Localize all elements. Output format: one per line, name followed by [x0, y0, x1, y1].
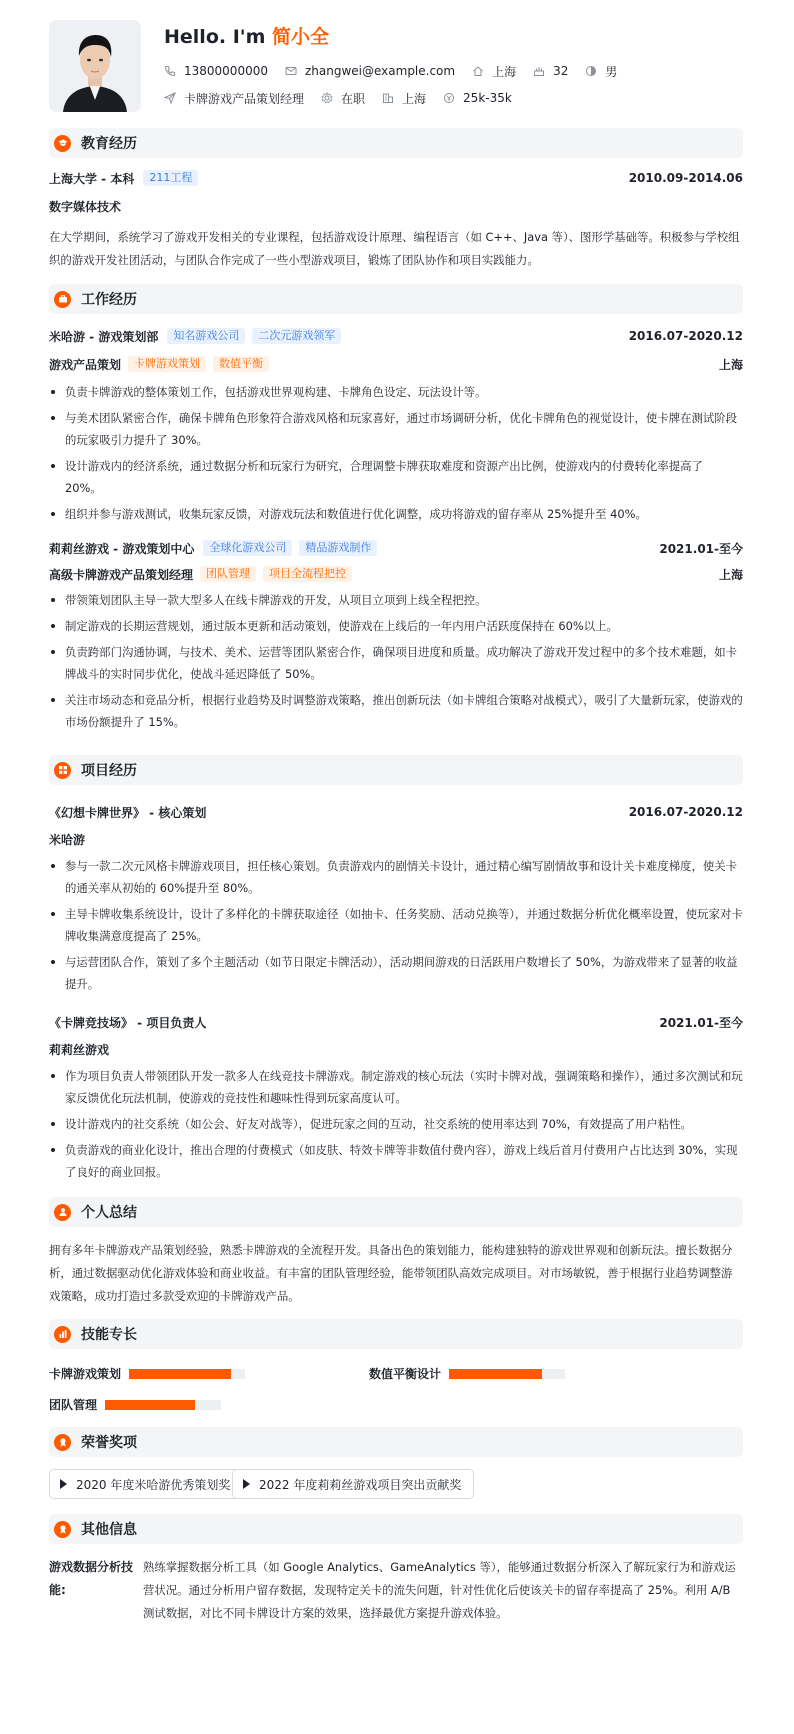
money-icon — [443, 92, 455, 104]
section-summary — [49, 1197, 743, 1227]
skill-name: 卡牌游戏策划 — [49, 1367, 122, 1381]
education-block — [49, 158, 743, 272]
chart-icon — [54, 1326, 71, 1343]
section-honors — [49, 1427, 743, 1457]
company-tag: 二次元游戏领军 — [252, 328, 341, 344]
mail-icon — [285, 65, 297, 77]
contact-row — [164, 62, 634, 80]
gear-icon — [321, 92, 333, 104]
list-item: 作为项目负责人带领团队开发一款多人在线竞技卡牌游戏。制定游戏的核心玩法（实时卡牌对战，强调策略和操作），通过多次测试和玩家反馈优化玩法机制，使游戏的竞技性和趣味性得到玩家高度认可。 — [49, 1065, 743, 1109]
gender-text: 男 — [605, 64, 618, 79]
skill-item — [49, 1396, 221, 1413]
skill-bar — [105, 1400, 221, 1410]
other-text: 熟练掌握数据分析工具（如 Google Analytics、GameAnalytics 等），能够通过数据分析深入了解玩家行为和游戏运营状况。通过分析用户留存数据，发现特定关卡的流失问题，针对性优化后使该关卡的留存率提高了 25%。利用 A/B 测试数据，对比不同卡牌设计方案的效果，选择最优方案提升游戏体验。 — [143, 1560, 736, 1620]
list-item: 设计游戏内的社交系统（如公会、好友对战等），促进玩家之间的互动，社交系统的使用率达到 70%，有效提高了用户粘性。 — [49, 1113, 743, 1135]
award-icon — [54, 1434, 71, 1451]
section-title: 技能专长 — [81, 1327, 137, 1343]
work-city: 上海 — [718, 567, 743, 582]
school-name: 上海大学 - 本科 — [49, 171, 135, 186]
job-intention-row — [164, 89, 529, 107]
education-period: 2010.09-2014.06 — [628, 171, 743, 185]
skill-bar-fill — [129, 1369, 231, 1379]
project-company: 莉莉丝游戏 — [49, 1043, 110, 1057]
company-tag: 知名游戏公司 — [167, 328, 245, 344]
project-item — [49, 801, 743, 995]
honor-text: 2022 年度莉莉丝游戏项目突出贡献奖 — [259, 1477, 462, 1492]
candidate-name: 简小全 — [272, 26, 330, 48]
project-name: 《卡牌竞技场》 - 项目负责人 — [49, 1015, 207, 1030]
section-title: 荣誉奖项 — [81, 1435, 137, 1451]
project-bullets — [49, 855, 743, 995]
project-bullets — [49, 1065, 743, 1183]
play-icon — [60, 1479, 67, 1489]
target-job-text: 卡牌游戏产品策划经理 — [184, 91, 305, 106]
honor-chip — [49, 1469, 243, 1499]
list-item: 与运营团队合作，策划了多个主题活动（如节日限定卡牌活动），活动期间游戏的日活跃用户数增长了 50%，为游戏带来了显著的收益提升。 — [49, 951, 743, 995]
education-header — [49, 167, 743, 189]
play-icon — [243, 1479, 250, 1489]
target-city-item — [382, 90, 426, 107]
skill-bar-fill — [105, 1400, 195, 1410]
company-name: 莉莉丝游戏 - 游戏策划中心 — [49, 541, 195, 556]
major: 数字媒体技术 — [49, 200, 122, 214]
grid-icon — [54, 762, 71, 779]
role-row — [49, 559, 743, 589]
project-header — [49, 1011, 743, 1033]
section-other — [49, 1514, 743, 1544]
role-tag: 项目全流程把控 — [263, 566, 352, 582]
summary-text: 拥有多年卡牌游戏产品策划经验，熟悉卡牌游戏的全流程开发。具备出色的策划能力，能构建独特的游戏世界观和创新玩法。擅长数据分析，通过数据驱动优化游戏体验和商业收益。有丰富的团队管理经验，能带领团队高效完成项目。对市场敏锐，善于根据行业趋势调整游戏策略，成功打造过多款受欢迎的卡牌游戏产品。 — [49, 1243, 733, 1303]
phone-icon — [164, 65, 176, 77]
project-period: 2016.07-2020.12 — [628, 805, 743, 819]
role-tag: 团队管理 — [200, 566, 256, 582]
section-work — [49, 284, 743, 314]
name-line — [164, 22, 329, 49]
skill-name: 数值平衡设计 — [369, 1367, 442, 1381]
honor-text: 2020 年度米哈游优秀策划奖 — [76, 1477, 231, 1492]
company-tag: 全球化游戏公司 — [203, 540, 292, 556]
avatar — [49, 20, 141, 112]
graduation-cap-icon — [54, 135, 71, 152]
work-item — [49, 537, 743, 733]
email-text: zhangwei@example.com — [304, 64, 456, 78]
resume-header — [49, 0, 743, 128]
section-title: 教育经历 — [81, 136, 137, 152]
city-text: 上海 — [492, 64, 517, 79]
skill-bar — [129, 1369, 245, 1379]
age-text: 32 — [553, 64, 569, 78]
company-tag: 精品游戏制作 — [299, 540, 377, 556]
section-title: 项目经历 — [81, 763, 137, 779]
briefcase-icon — [54, 291, 71, 308]
work-list — [49, 314, 743, 733]
user-icon — [54, 1204, 71, 1221]
age-item — [533, 64, 568, 78]
section-skills — [49, 1319, 743, 1349]
status-text: 在职 — [341, 91, 366, 106]
list-item: 负责卡牌游戏的整体策划工作，包括游戏世界观构建、卡牌角色设定、玩法设计等。 — [49, 381, 743, 403]
other-label: 游戏数据分析技能: — [49, 1560, 134, 1597]
list-item: 负责游戏的商业化设计，推出合理的付费模式（如皮肤、特效卡牌等非数值付费内容），游戏上线后首月付费用户占比达到 30%，实现了良好的商业回报。 — [49, 1139, 743, 1183]
project-period: 2021.01-至今 — [659, 1015, 743, 1030]
list-item: 负责跨部门沟通协调，与技术、美术、运营等团队紧密合作，确保项目进度和质量。成功解决了游戏开发过程中的多个技术难题，如卡牌战斗的实时同步优化，使战斗延迟降低了 50%。 — [49, 641, 743, 685]
work-bullets — [49, 381, 743, 525]
school-tag: 211工程 — [143, 170, 198, 186]
honors-block — [49, 1457, 743, 1514]
send-icon — [164, 92, 176, 104]
gender-icon — [585, 65, 597, 77]
section-title: 工作经历 — [81, 292, 137, 308]
honor-chip — [232, 1469, 474, 1499]
work-item — [49, 325, 743, 525]
skills-block — [49, 1349, 743, 1427]
email-item — [285, 64, 455, 78]
phone-text: 13800000000 — [184, 64, 268, 78]
list-item: 主导卡牌收集系统设计，设计了多样化的卡牌获取途径（如抽卡、任务奖励、活动兑换等），并通过数据分析优化概率设置，使玩家对卡牌收集满意度提高了 25%。 — [49, 903, 743, 947]
cake-icon — [533, 65, 545, 77]
role-row — [49, 347, 743, 381]
project-list — [49, 785, 743, 1183]
award-icon — [54, 1521, 71, 1538]
project-header — [49, 801, 743, 823]
education-description: 在大学期间，系统学习了游戏开发相关的专业课程，包括游戏设计原理、编程语言（如 C++、Java 等）、图形学基础等。积极参与学校组织的游戏开发社团活动，与团队合作完成了一些小型游戏项目，锻炼了团队协作和项目实践能力。 — [49, 230, 740, 267]
role-tag: 数值平衡 — [213, 356, 269, 372]
work-header — [49, 537, 743, 559]
building-icon — [382, 92, 394, 104]
home-icon — [472, 65, 484, 77]
list-item: 制定游戏的长期运营规划，通过版本更新和活动策划，使游戏在上线后的一年内用户活跃度保持在 60%以上。 — [49, 615, 743, 637]
city-item — [472, 63, 516, 80]
greeting: Hello. I'm — [164, 26, 272, 48]
skill-bar-fill — [449, 1369, 542, 1379]
section-title: 其他信息 — [81, 1522, 137, 1538]
project-company: 米哈游 — [49, 833, 86, 847]
skill-item — [369, 1365, 565, 1382]
list-item: 设计游戏内的经济系统，通过数据分析和玩家行为研究，合理调整卡牌获取难度和资源产出比例，使游戏内的付费转化率提高了 20%。 — [49, 455, 743, 499]
work-city: 上海 — [718, 357, 743, 372]
skill-name: 团队管理 — [49, 1398, 98, 1412]
section-projects — [49, 755, 743, 785]
skill-item — [49, 1365, 245, 1382]
project-item — [49, 1011, 743, 1183]
list-item: 带领策划团队主导一款大型多人在线卡牌游戏的开发，从项目立项到上线全程把控。 — [49, 589, 743, 611]
section-education — [49, 128, 743, 158]
role-title: 高级卡牌游戏产品策划经理 — [49, 567, 194, 582]
target-city-text: 上海 — [402, 91, 427, 106]
other-block — [49, 1544, 743, 1625]
status-item — [321, 90, 365, 107]
work-bullets — [49, 589, 743, 733]
list-item: 关注市场动态和竞品分析，根据行业趋势及时调整游戏策略，推出创新玩法（如卡牌组合策略对战模式），吸引了大量新玩家，使游戏的市场份额提升了 15%。 — [49, 689, 743, 733]
phone-item — [164, 64, 268, 78]
company-name: 米哈游 - 游戏策划部 — [49, 329, 159, 344]
role-tag: 卡牌游戏策划 — [128, 356, 206, 372]
work-header — [49, 325, 743, 347]
salary-text: 25k-35k — [463, 91, 512, 105]
gender-item — [585, 63, 617, 80]
list-item: 组织并参与游戏测试，收集玩家反馈，对游戏玩法和数值进行优化调整，成功将游戏的留存率从 25%提升至 40%。 — [49, 503, 743, 525]
project-name: 《幻想卡牌世界》 - 核心策划 — [49, 805, 207, 820]
work-period: 2016.07-2020.12 — [628, 329, 743, 343]
list-item: 与美术团队紧密合作，确保卡牌角色形象符合游戏风格和玩家喜好，通过市场调研分析，优化卡牌角色的视觉设计，使卡牌在测试阶段的玩家吸引力提升了 30%。 — [49, 407, 743, 451]
list-item: 参与一款二次元风格卡牌游戏项目，担任核心策划。负责游戏内的剧情关卡设计，通过精心编写剧情故事和设计关卡难度梯度，使关卡的通关率从初始的 60%提升至 80%。 — [49, 855, 743, 899]
work-period: 2021.01-至今 — [659, 541, 743, 556]
section-title: 个人总结 — [81, 1205, 137, 1221]
skill-bar — [449, 1369, 565, 1379]
target-job-item — [164, 90, 304, 107]
salary-item — [443, 91, 512, 105]
role-title: 游戏产品策划 — [49, 357, 122, 372]
